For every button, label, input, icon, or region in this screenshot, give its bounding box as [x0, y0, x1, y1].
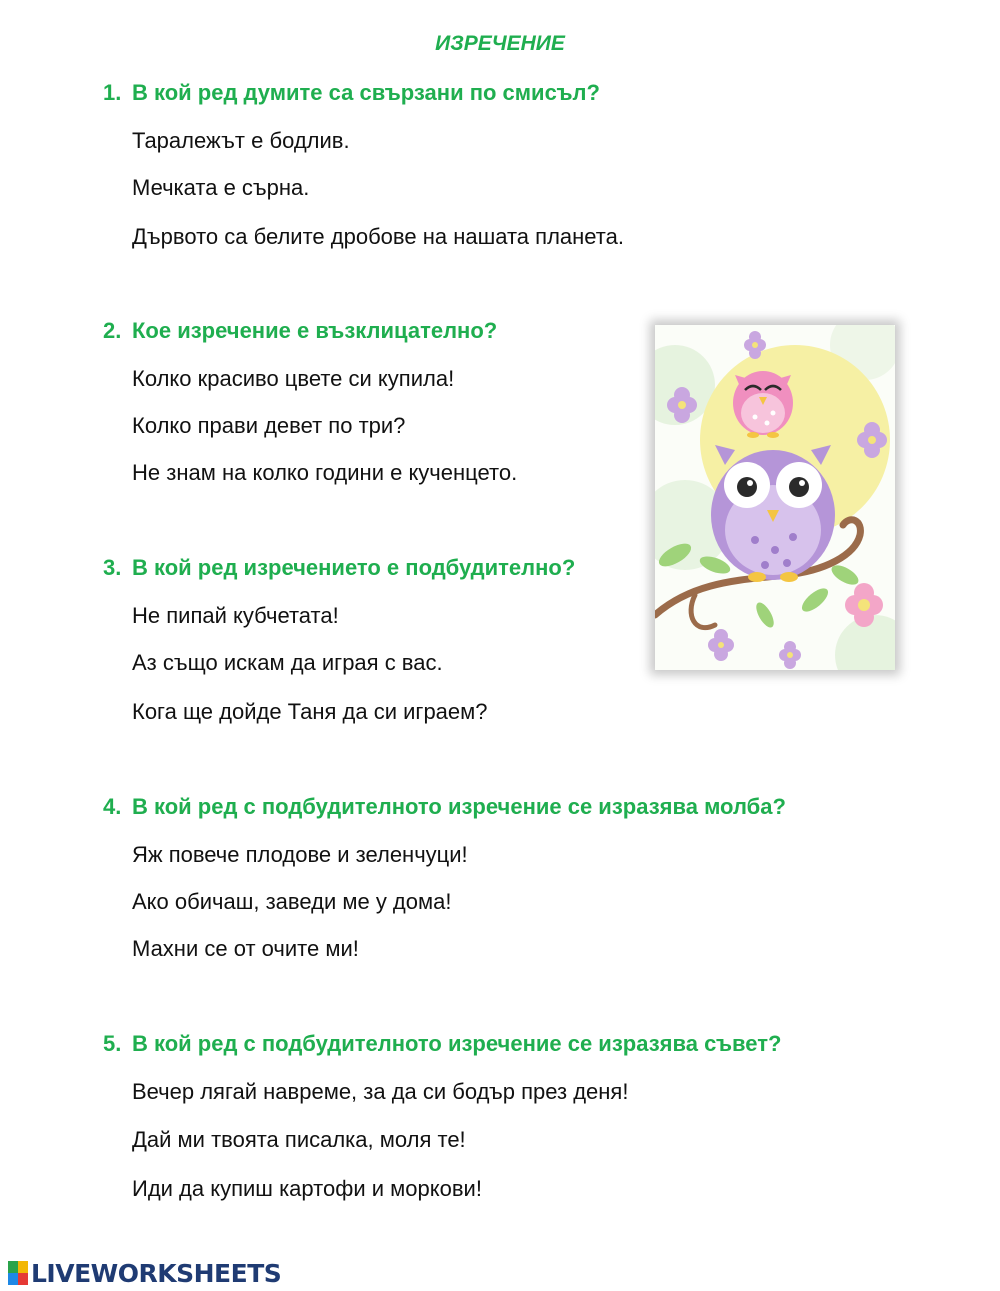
- question-number: 5.: [103, 1031, 122, 1056]
- answer-option[interactable]: Аз също искам да играя с вас.: [132, 650, 443, 675]
- question-3: [103, 555, 575, 581]
- question-4: [103, 794, 786, 820]
- question-text: Кое изречение е възклицателно?: [132, 318, 498, 343]
- question-number: 3.: [103, 555, 122, 580]
- question-text: В кой ред думите са свързани по смисъл?: [132, 80, 600, 105]
- answer-option[interactable]: Махни се от очите ми!: [132, 936, 359, 961]
- question-text: В кой ред с подбудителното изречение се изразява съвет?: [132, 1031, 782, 1056]
- answer-option[interactable]: Ако обичаш, заведи ме у дома!: [132, 889, 452, 914]
- answer-option[interactable]: Колко красиво цвете си купила!: [132, 366, 455, 391]
- answer-option[interactable]: Колко прави девет по три?: [132, 413, 406, 438]
- page-title: ИЗРЕЧЕНИЕ: [435, 32, 565, 55]
- liveworksheets-logo[interactable]: [8, 1258, 281, 1288]
- answer-option[interactable]: Дай ми твоята писалка, моля те!: [132, 1127, 466, 1152]
- answer-option[interactable]: Не знам на колко години е кученцето.: [132, 460, 518, 485]
- question-2: [103, 318, 497, 344]
- answer-option[interactable]: Иди да купиш картофи и моркови!: [132, 1176, 482, 1201]
- question-1: [103, 80, 600, 106]
- answer-option[interactable]: Вечер лягай навреме, за да си бодър през деня!: [132, 1079, 629, 1104]
- logo-text: LIVEWORKSHEETS: [31, 1258, 282, 1288]
- question-number: 1.: [103, 80, 122, 105]
- answer-option[interactable]: Дървото са белите дробове на нашата планета.: [132, 224, 624, 249]
- answer-option[interactable]: Яж повече плодове и зеленчуци!: [132, 842, 468, 867]
- answer-option[interactable]: Кога ще дойде Таня да си играем?: [132, 699, 488, 724]
- question-number: 2.: [103, 318, 122, 343]
- answer-option[interactable]: Не пипай кубчетата!: [132, 603, 339, 628]
- owl-illustration: [655, 325, 895, 670]
- logo-mark-icon: [8, 1261, 28, 1285]
- question-text: В кой ред изречението е подбудително?: [132, 555, 576, 580]
- question-text: В кой ред с подбудителното изречение се изразява молба?: [132, 794, 786, 819]
- answer-option[interactable]: Таралежът е бодлив.: [132, 128, 350, 153]
- answer-option[interactable]: Мечката е сърна.: [132, 175, 310, 200]
- question-5: [103, 1031, 781, 1057]
- owl-image: [655, 325, 895, 670]
- question-number: 4.: [103, 794, 122, 819]
